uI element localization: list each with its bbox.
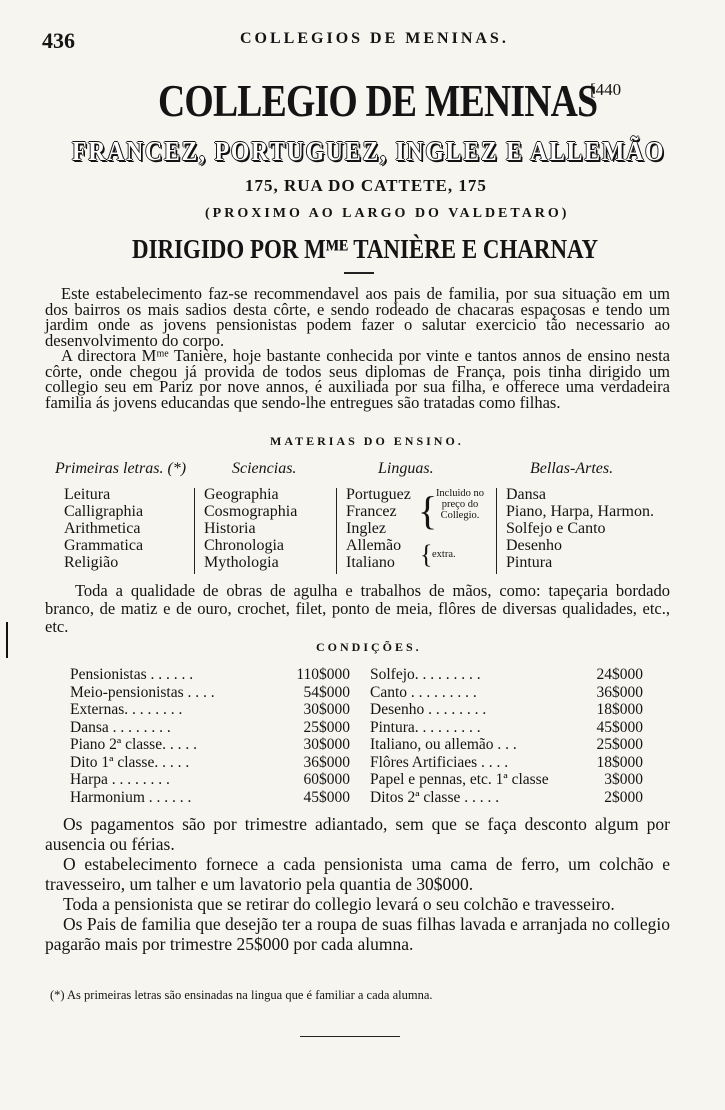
subject-item: Chronologia — [204, 537, 284, 554]
fee-label: Desenho . . . . . . . . — [370, 701, 487, 718]
fee-amount: 60$000 — [303, 771, 350, 788]
fee-amount: 24$000 — [596, 666, 643, 683]
fee-label: Harpa . . . . . . . . — [70, 771, 170, 788]
language-note-included: Incluido no preço do Collegio. — [435, 488, 485, 521]
needlework-paragraph: Toda a qualidade de obras de agulha e trabalhos de mãos, como: tapeçaria bordado branco, de matiz e de ouro, crochet, filet, ponto de meia, flôres de diversas qualidades, etc., etc. — [45, 581, 670, 636]
fee-amount: 45$000 — [596, 718, 643, 736]
col-header-bellas-artes: Bellas-Artes. — [530, 460, 614, 477]
fee-amount: 18$000 — [596, 701, 643, 718]
fee-row — [70, 789, 350, 807]
page-number: 436 — [42, 28, 75, 53]
subject-item: Leitura — [64, 486, 111, 503]
language-note-extra: extra. — [432, 549, 456, 560]
closing-paragraphs — [45, 814, 670, 954]
subject-item: Mythologia — [204, 554, 279, 571]
subject-item: Piano, Harpa, Harmon. — [506, 503, 654, 520]
fee-row — [370, 789, 643, 807]
conditions-heading: CONDIÇÕES. — [316, 640, 422, 654]
fee-amount: 54$000 — [303, 683, 350, 701]
fee-row — [70, 754, 350, 772]
title-rule — [344, 272, 374, 274]
column-divider — [336, 488, 337, 574]
column-divider — [496, 488, 497, 574]
fee-amount: 110$000 — [296, 666, 350, 683]
intro-paragraph-1: Este estabelecimento faz-se recommendavel aos pais de familia, por sua situação em um dos bairros os mais sadios desta côrte, e sendo rodeado de chacaras espaçosas e tendo um jardim onde as jovens pensionistas podem fazer o salutar exercicio tão necessario ao desenvolvimento do corpo. — [45, 284, 670, 350]
bottom-rule — [300, 1036, 400, 1037]
closing-paragraph: Toda a pensionista que se retirar do collegio levará o seu colchão e travesseiro. — [63, 894, 615, 914]
fee-amount: 3$000 — [604, 771, 643, 788]
ref-number: [440 — [590, 80, 622, 99]
closing-paragraph: Os pagamentos são por trimestre adiantado, sem que se faça desconto algum por ausencia ou férias. — [45, 814, 670, 854]
subject-item: Allemão — [346, 537, 402, 554]
fee-label: Piano 2ª classe. . . . . — [70, 736, 197, 753]
near-location: (PROXIMO AO LARGO DO VALDETARO) — [205, 206, 570, 221]
fee-row — [370, 666, 643, 684]
fee-row — [70, 701, 350, 719]
fee-label: Flôres Artificiaes . . . . — [370, 753, 509, 771]
fee-row — [370, 754, 643, 772]
fee-label: Canto . . . . . . . . . — [370, 683, 477, 701]
fee-label: Ditos 2ª classe . . . . . — [370, 788, 500, 806]
main-title: COLLEGIO DE MENINAS — [158, 75, 598, 126]
fee-amount: 36$000 — [596, 683, 643, 701]
fee-amount: 18$000 — [596, 753, 643, 771]
fee-amount: 25$000 — [303, 718, 350, 736]
fee-row — [70, 736, 350, 754]
fee-label: Papel e pennas, etc. 1ª classe — [370, 771, 549, 788]
fee-row — [370, 771, 643, 789]
fee-amount: 25$000 — [596, 736, 643, 753]
subject-item: Italiano — [346, 554, 395, 571]
subject-item: Solfejo e Canto — [506, 520, 606, 537]
fee-amount: 2$000 — [604, 788, 643, 806]
fee-row — [70, 684, 350, 702]
subject-item: Portuguez — [346, 486, 411, 503]
subject-item: Grammatica — [64, 537, 144, 554]
fee-label: Italiano, ou allemão . . . — [370, 736, 517, 753]
margin-mark — [6, 622, 8, 658]
fee-amount: 45$000 — [303, 788, 350, 806]
fee-label: Dito 1ª classe. . . . . — [70, 753, 190, 771]
subject-item: Desenho — [506, 537, 562, 554]
brace-extra: { — [420, 540, 433, 569]
subject-item: Inglez — [346, 520, 386, 537]
fee-row — [370, 684, 643, 702]
fee-label: Externas. . . . . . . . — [70, 701, 183, 718]
column-divider — [194, 488, 195, 574]
fee-amount: 36$000 — [303, 753, 350, 771]
subject-column-bellas-artes — [506, 486, 654, 571]
fee-amount: 30$000 — [303, 701, 350, 718]
fee-label: Pensionistas . . . . . . — [70, 666, 194, 683]
fee-label: Dansa . . . . . . . . — [70, 718, 171, 736]
running-head: COLLEGIOS DE MENINAS. — [240, 30, 509, 47]
col-header-linguas: Linguas. — [378, 460, 434, 477]
closing-paragraph: Os Pais de familia que desejão ter a roupa de suas filhas lavada e arranjada no collegio pagarão mais por trimestre 25$000 por cada alumna. — [45, 914, 670, 954]
subject-item: Pintura — [506, 554, 553, 571]
fee-amount: 30$000 — [303, 736, 350, 753]
fee-row — [70, 666, 350, 684]
subject-item: Geographia — [204, 486, 279, 503]
fee-label: Solfejo. . . . . . . . . — [370, 666, 481, 683]
subject-column-sciencias — [204, 486, 297, 571]
subject-item: Religião — [64, 554, 119, 571]
subject-item: Cosmographia — [204, 503, 298, 520]
subjects-heading: MATERIAS DO ENSINO. — [270, 434, 464, 448]
address: 175, RUA DO CATTETE, 175 — [245, 176, 487, 195]
subject-item: Arithmetica — [64, 520, 141, 537]
subject-item: Dansa — [506, 486, 546, 503]
subject-item: Historia — [204, 520, 256, 537]
footnote: (*) As primeiras letras são ensinadas na lingua que é familiar a cada alumna. — [50, 988, 433, 1002]
fee-label: Harmonium . . . . . . — [70, 788, 192, 806]
fee-row — [70, 719, 350, 737]
fees-column-right — [370, 666, 643, 806]
subject-item: Francez — [346, 503, 397, 520]
col-header-primeiras: Primeiras letras. (*) — [55, 460, 187, 477]
subject-column-linguas — [346, 486, 411, 571]
fee-row — [370, 719, 643, 737]
intro-paragraph-2: A directora Mᵐᵉ Tanière, hoje bastante conhecida por vinte e tantos annos de ensino nesta côrte, onde chegou já provida de todos seus diplomas de França, pois tinha dirigido um collegio seu em Pariz por nove annos, é auxiliada por sua filha, e offerece uma verdadeira familia ás jovens educandas que sendo-lhe entregues são tratadas como filhas. — [45, 346, 670, 412]
subject-column-primeiras — [64, 486, 143, 571]
col-header-sciencias: Sciencias. — [232, 460, 297, 477]
directors-line: DIRIGIDO POR Mᴹᴱ TANIÈRE E CHARNAY — [132, 234, 599, 264]
fee-label: Meio-pensionistas . . . . — [70, 683, 215, 701]
fee-row — [70, 771, 350, 789]
fees-column-left — [70, 666, 350, 806]
fee-label: Pintura. . . . . . . . . — [370, 718, 481, 736]
closing-paragraph: O estabelecimento fornece a cada pensionista uma cama de ferro, um colchão e travesseiro, um talher e um lavatorio pela quantia de 30$000. — [45, 854, 670, 894]
fee-row — [370, 736, 643, 754]
fee-row — [370, 701, 643, 719]
languages-banner: FRANCEZ, PORTUGUEZ, INGLEZ E ALLEMÃO — [72, 136, 666, 166]
subject-item: Calligraphia — [64, 503, 144, 520]
brace-included: { — [418, 488, 438, 533]
